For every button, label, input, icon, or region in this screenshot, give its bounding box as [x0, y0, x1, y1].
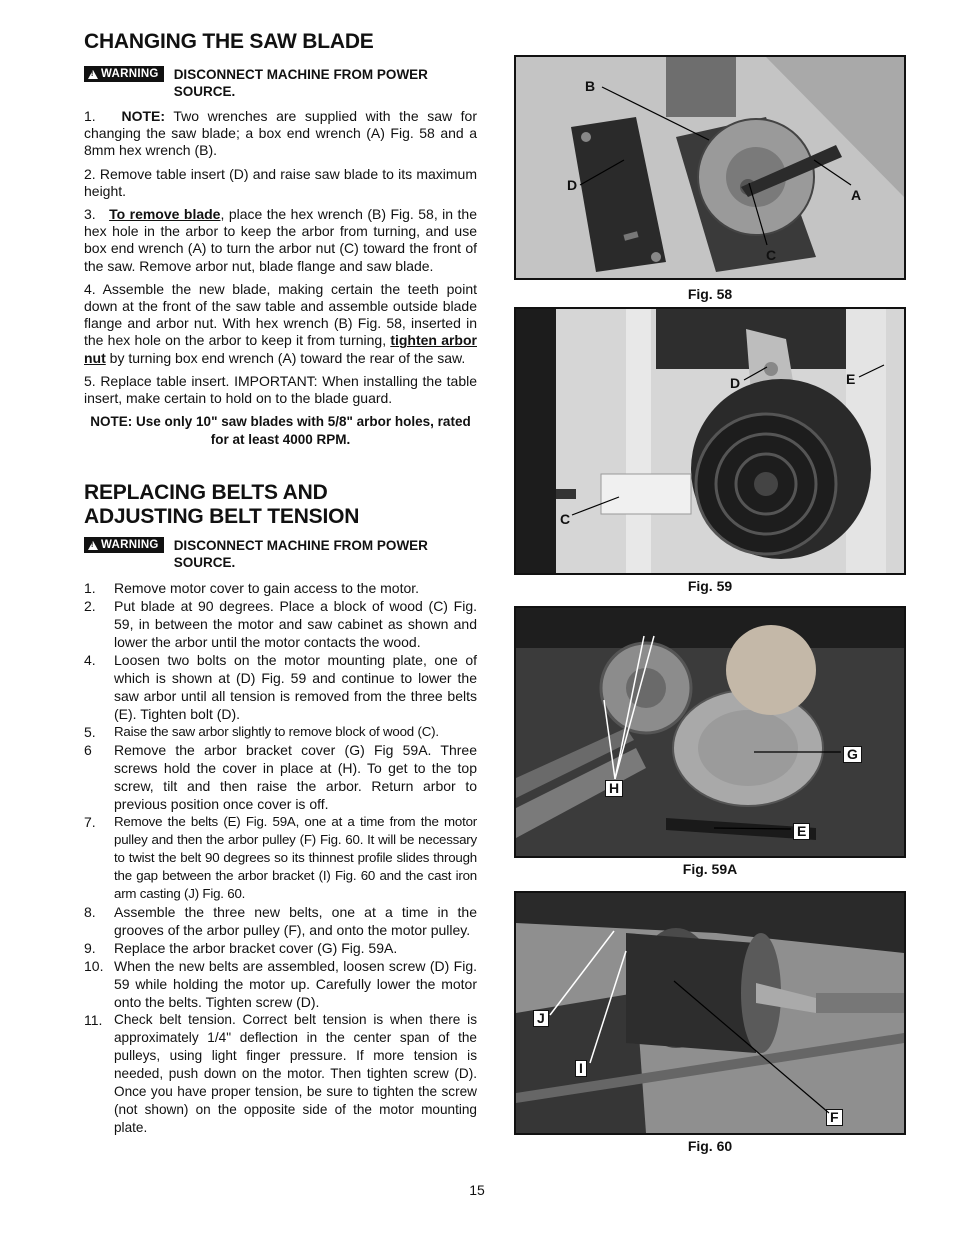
list-item: 8. Assemble the three new belts, one at a time in the grooves of the arbor pulley (F), and onto the motor pulley. [84, 904, 477, 939]
label-e: E [793, 823, 810, 840]
warning-row [84, 66, 477, 100]
list-item: 10. When the new belts are assembled, loosen screw (D) Fig. 59 while holding the motor up. Carefully lower the motor onto the belts. Tighten screw (D). [84, 958, 477, 1011]
list-item: 7. Remove the belts (E) Fig. 59A, one at a time from the motor pulley and then the arbor pulley (F) Fig. 60. It will be necessary to twist the belt 90 degrees so its thinnest profile slides through the gap between the arbor bracket (I) Fig. 60 and the cast iron arm casting (J) Fig. 60. [84, 814, 477, 902]
paragraph-3: 3. To remove blade, place the hex wrench (B) Fig. 58, in the hex hole in the arbor to keep the arbor from turning, and use box end wrench (A) to turn the arbor nut (C) toward the front of the saw. Remove arbor nut, blade flange and saw blade. [84, 206, 478, 274]
list-item: 9. Replace the arbor bracket cover (G) Fig. 59A. [84, 940, 398, 957]
list-item: 4. Loosen two bolts on the motor mounting plate, one of which is shown at (D) Fig. 59 and continue to lower the saw arbor until all tension is removed from the three belts (E). Tighten bolt (D). [84, 652, 477, 723]
left-column [84, 30, 477, 1137]
label-d: D [567, 177, 578, 193]
label-c: C [766, 247, 777, 263]
warning-badge: ! WARNING [84, 66, 164, 82]
figure-58-caption: Fig. 58 [687, 286, 733, 302]
figure-58-leader-lines [514, 55, 906, 280]
warning-text: DISCONNECT MACHINE FROM POWER SOURCE. [173, 538, 428, 571]
belt-steps-list [84, 579, 477, 1137]
figure-59a-caption: Fig. 59A [682, 861, 738, 877]
blade-note: NOTE: Use only 10" saw blades with 5/8" arbor holes, rated for at least 4000 RPM. [90, 414, 471, 447]
warning-badge: ! WARNING [84, 537, 164, 553]
page-number: 15 [469, 1182, 485, 1198]
label-f: F [826, 1109, 843, 1126]
warning-triangle-icon [88, 70, 98, 79]
label-i: I [575, 1060, 587, 1077]
label-j: J [533, 1010, 549, 1027]
figure-59-caption: Fig. 59 [687, 578, 733, 594]
label-e: E [846, 371, 856, 387]
paragraph-1: 1. NOTE: Two wrenches are supplied with the saw for changing the saw blade; a box end wrench (A) Fig. 58 and a 8mm hex wrench (B). [84, 108, 478, 159]
figure-59-leader-lines [514, 307, 906, 575]
figure-60-leader-lines [514, 891, 906, 1135]
warning-text: DISCONNECT MACHINE FROM POWER SOURCE. [173, 67, 428, 99]
list-item: 5. Raise the saw arbor slightly to remove block of wood (C). [84, 724, 439, 741]
label-b: B [585, 78, 596, 94]
label-g: G [843, 746, 862, 763]
warning-row-2 [84, 537, 477, 571]
paragraph-4: 4. Assemble the new blade, making certain the teeth point down at the front of the saw table and assemble outside blade flange and arbor nut. With hex wrench (B) Fig. 58, inserted in the hex hole on the arbor to keep it from turning, tighten arbor nut by turning box end wrench (A) toward the rear of the saw. [84, 280, 477, 366]
warning-triangle-icon [88, 541, 98, 550]
figure-60-caption: Fig. 60 [687, 1138, 733, 1154]
paragraph-2: 2. Remove table insert (D) and raise saw blade to its maximum height. [84, 165, 477, 199]
list-item: 11. Check belt tension. Correct belt tension is when there is approximately 1/4" deflection in the center span of the pulleys, using light finger pressure. If more tension is needed, push down on the motor. Then tighten screw (D). Once you have proper tension, be sure to tighten the screw (not shown) on the opposite side of the motor mounting plate. [84, 1012, 477, 1136]
list-item: 1. Remove motor cover to gain access to the motor. [84, 580, 420, 597]
label-a: A [851, 187, 862, 203]
list-item: 2. Put blade at 90 degrees. Place a block of wood (C) Fig. 59, in between the motor and saw cabinet as shown and lower the arbor until the motor contacts the wood. [84, 598, 477, 651]
label-h: H [605, 780, 623, 797]
label-d: D [730, 375, 741, 391]
section-title-changing-blade: CHANGING THE SAW BLADE [84, 30, 374, 53]
section-title-belts: REPLACING BELTS AND ADJUSTING BELT TENSION [84, 481, 360, 529]
paragraph-5: 5. Replace table insert. IMPORTANT: When installing the table insert, make certain to hold on to the blade guard. [84, 372, 477, 407]
figure-59a-leader-lines [514, 606, 906, 858]
list-item: 6 Remove the arbor bracket cover (G) Fig 59A. Three screws hold the cover in place at (H). To get to the top screw, tilt and then raise the arbor. Return arbor to previous position once cover is off. [84, 742, 477, 813]
label-c: C [560, 511, 571, 527]
